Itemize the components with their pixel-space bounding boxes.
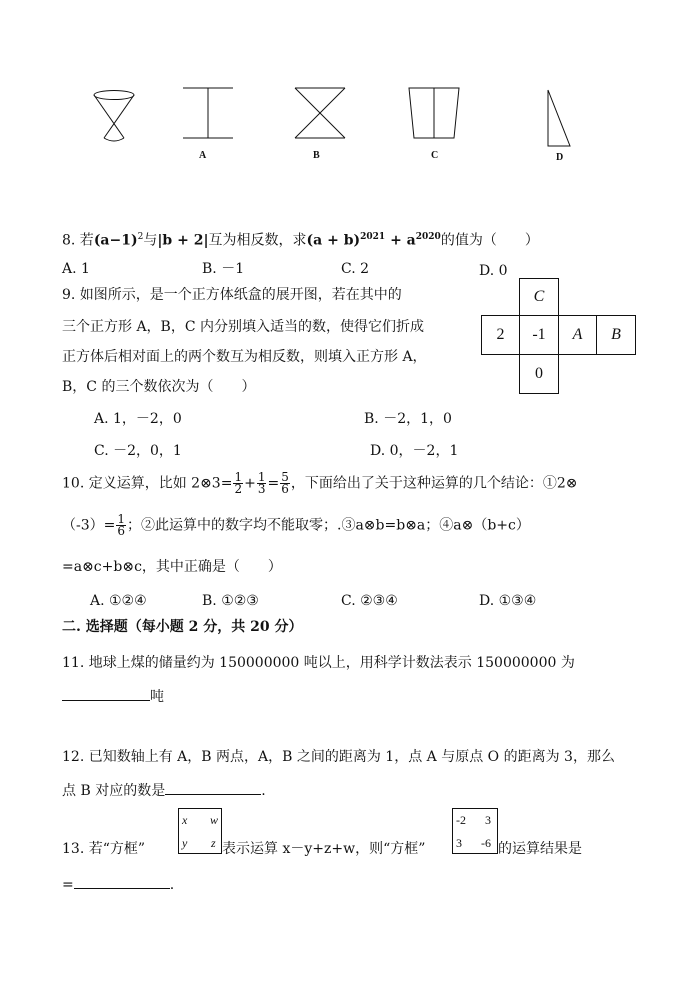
q8-exp4: 2020 (415, 232, 441, 242)
question-8 (62, 228, 539, 250)
q8-option-c: C. 2 (341, 261, 370, 277)
figure-label-a: A (199, 150, 207, 161)
q8-option-d: D. 0 (479, 263, 508, 279)
q9-line-1: 9. 如图所示，是一个正方体纸盒的展开图，若在其中的 (62, 287, 402, 303)
q13-box-numbers: -2 3 3 -6 (452, 808, 498, 854)
figure-b-hourglass (292, 86, 348, 142)
q10-option-c: C. ②③④ (341, 593, 398, 609)
figure-d-triangle (540, 88, 576, 150)
q8-text-b: 与 (143, 232, 158, 249)
q9-line-3: 正方体后相对面上的两个数互为相反数，则填入正方形 A， (62, 349, 427, 365)
figure-label-d: D (556, 152, 564, 163)
net-cell-a: A (558, 315, 597, 355)
q8-text-a: 8. 若 (62, 232, 94, 249)
section-2-heading: 二. 选择题（每小题 2 分，共 20 分） (62, 619, 303, 635)
fraction-1-3: $\frac{1}{3}$ (257, 470, 266, 496)
q9-line-4: B，C 的三个数依次为（ ） (62, 379, 256, 395)
q10-option-a: A. ①②④ (90, 593, 147, 609)
q8-expr2: |b + 2| (157, 232, 209, 249)
q12-line-1: 12. 已知数轴上有 A，B 两点，A，B 之间的距离为 1，点 A 与原点 O 的距离为 3，那么 (62, 749, 615, 765)
q8-expr1: (a−1) (93, 232, 138, 249)
q13-text-3: 的运算结果是 (498, 841, 582, 857)
fraction-1-2: $\frac{1}{2}$ (234, 470, 243, 496)
q8-option-b: B. －1 (202, 261, 245, 277)
figure-a-ibeam (180, 86, 236, 142)
q8-text-c: 互为相反数，求 (208, 232, 307, 249)
q11-line-2: 吨 (62, 684, 164, 706)
q9-line-2: 三个正方形 A，B，C 内分别填入适当的数，使得它们折成 (62, 319, 425, 335)
net-cell-b: B (596, 315, 636, 355)
q8-text-d: 的值为（ ） (440, 232, 539, 249)
figure-label-b: B (313, 150, 320, 161)
q9-option-a: A. 1，－2，0 (94, 411, 182, 427)
q13-answer-blank[interactable] (74, 872, 170, 889)
q9-option-d: D. 0，－2，1 (370, 443, 459, 459)
net-cell-2: 2 (481, 315, 520, 355)
fraction-1-6: $\frac{1}{6}$ (117, 512, 126, 538)
q13-line-2: = . (62, 872, 174, 894)
q8-plus: + a (385, 232, 416, 249)
q13-box-xyzw: x w y z (178, 808, 222, 854)
q8-option-a: A. 1 (62, 261, 90, 277)
net-cell-minus1: -1 (519, 315, 559, 355)
q10-option-d: D. ①③④ (479, 593, 537, 609)
net-cell-c: C (519, 278, 559, 316)
q11-line-1: 11. 地球上煤的储量约为 150000000 吨以上，用科学计数法表示 150000000 为 (62, 655, 575, 671)
q12-answer-blank[interactable] (165, 778, 261, 795)
figure-c-trapezoid (406, 86, 462, 142)
figure-label-c: C (431, 150, 439, 161)
figure-cones (86, 82, 142, 144)
q13-text-2: 表示运算 x－y+z+w，则“方框” (222, 841, 426, 857)
q11-answer-blank[interactable] (62, 684, 150, 701)
fraction-5-6: $\frac{5}{6}$ (281, 470, 289, 496)
q13-text-1: 13. 若“方框” (62, 841, 146, 857)
q10-line-1: 10. 定义运算，比如 2⊗3= $\frac{1}{2}$ + $\frac{1}{3}$ = $\frac{5}{6}$ ，下面给出了关于这种运算的几个结论：①2⊗ (62, 470, 578, 496)
q10-option-b: B. ①②③ (202, 593, 259, 609)
q10-line-2: （-3）= $\frac{1}{6}$ ；②此运算中的数字均不能取零；.③a⊗b=b⊗a；④a⊗（b+c） (62, 512, 530, 538)
q12-line-2: 点 B 对应的数是 . (62, 778, 266, 800)
net-cell-0: 0 (519, 354, 559, 394)
q8-expr3: (a + b) (306, 232, 361, 249)
q9-option-b: B. －2，1，0 (364, 411, 452, 427)
q8-exp3: 2021 (360, 232, 386, 242)
q10-line-3: =a⊗c+b⊗c，其中正确是（ ） (62, 559, 282, 575)
q9-option-c: C. －2，0，1 (94, 443, 182, 459)
q8-exp1: 2 (137, 232, 144, 242)
